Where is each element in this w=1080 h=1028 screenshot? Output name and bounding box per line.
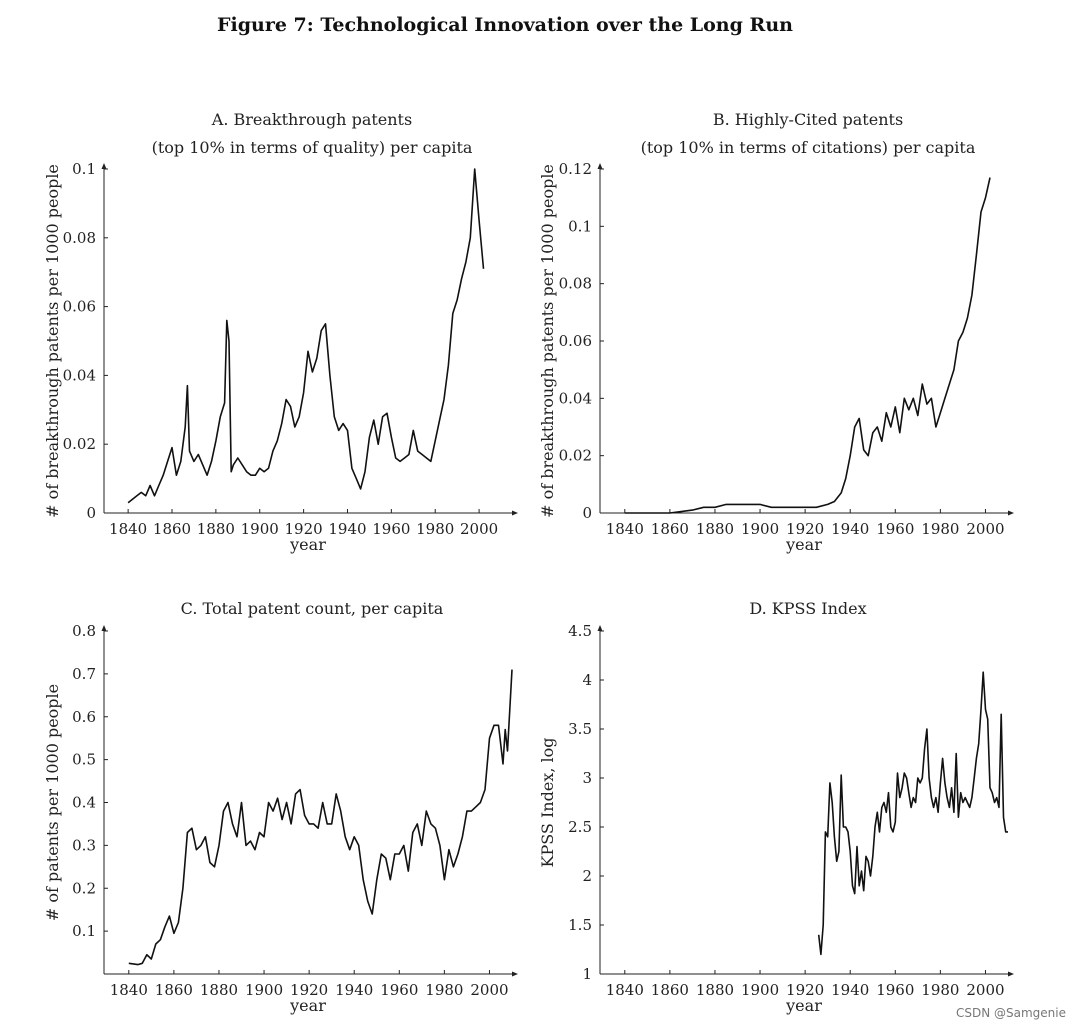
x-tick-label: 1840 [605,981,644,999]
y-tick-label: 0.5 [72,750,96,769]
chart-title: D. KPSS Index [749,599,867,618]
x-tick-label: 2000 [966,981,1005,999]
x-axis-title: year [290,535,326,554]
x-tick-label: 1860 [650,981,689,999]
y-tick-label: 3.5 [568,720,592,738]
y-tick-label: 0.04 [62,366,96,385]
y-tick-label: 0.02 [62,435,96,454]
x-tick-label: 1900 [240,520,279,538]
figure-title: Figure 7: Technological Innovation over the Long Run [217,14,793,36]
chart-title: A. Breakthrough patents [211,110,413,129]
x-tick-label: 1880 [199,981,239,999]
x-axis-title: year [786,996,822,1015]
x-tick-label: 1960 [876,520,915,538]
y-axis-title: # of patents per 1000 people [43,683,62,922]
x-tick-label: 1880 [695,981,735,999]
x-tick-label: 1940 [831,520,870,538]
y-tick-label: 4 [582,671,592,689]
x-tick-label: 2000 [966,520,1005,538]
y-axis-arrow [598,163,603,169]
x-tick-label: 1920 [786,981,825,999]
x-tick-label: 1960 [876,981,915,999]
series-line-1 [128,169,483,503]
y-tick-label: 1.5 [568,916,592,934]
y-tick-label: 0.4 [72,793,96,812]
y-tick-label: 0.08 [558,274,592,293]
x-axis-title: year [290,996,326,1015]
chart-title: C. Total patent count, per capita [180,599,444,618]
x-tick-label: 2000 [470,981,509,999]
series-line-1 [819,672,1008,954]
x-axis-arrow [1008,511,1014,516]
x-tick-label: 1980 [921,520,960,538]
x-axis-title: year [786,535,822,554]
chart-panel-1 [43,110,518,554]
chart-panel-2 [538,110,1014,554]
y-tick-label: 0.3 [72,836,96,855]
x-axis-arrow [512,511,518,516]
y-tick-label: 0.2 [72,879,96,898]
chart-panel-3 [43,599,518,1015]
y-axis-title: # of breakthrough patents per 1000 people [43,164,62,518]
y-tick-label: 0.7 [72,664,96,683]
x-tick-label: 1840 [109,981,148,999]
chart-panel-4 [538,599,1014,1015]
y-tick-label: 0.02 [558,446,592,465]
y-axis-arrow [102,625,107,631]
y-axis-arrow [102,163,107,169]
y-tick-label: 0.08 [62,228,96,247]
y-axis-arrow [598,625,603,631]
y-tick-label: 0.12 [558,160,592,178]
y-tick-label: 0 [582,504,592,522]
x-tick-label: 1940 [328,520,367,538]
y-tick-label: 0.06 [558,332,592,350]
x-tick-label: 1840 [605,520,644,538]
y-tick-label: 0 [86,504,96,522]
x-tick-label: 1840 [109,520,148,538]
series-line-1 [129,670,512,965]
chart-subtitle: (top 10% in terms of quality) per capita [151,138,473,157]
x-tick-label: 1900 [740,981,780,999]
x-tick-label: 2000 [460,520,499,538]
chart-subtitle: (top 10% in terms of citations) per capita [640,138,976,157]
x-tick-label: 1940 [831,981,870,999]
x-tick-label: 1920 [284,520,323,538]
x-tick-label: 1880 [196,520,235,538]
x-axis-arrow [1008,972,1014,977]
x-tick-label: 1860 [152,520,192,538]
series-line-1 [625,178,990,513]
x-tick-label: 1980 [921,981,960,999]
x-tick-label: 1960 [372,520,411,538]
y-tick-label: 0.1 [568,217,592,236]
chart-title: B. Highly-Cited patents [712,110,904,129]
x-tick-label: 1980 [416,520,455,538]
y-tick-label: 0.8 [72,622,96,640]
y-tick-label: 1 [582,965,592,983]
x-axis-arrow [512,972,518,977]
y-tick-label: 3 [582,769,592,787]
y-tick-label: 2 [582,867,592,885]
y-tick-label: 0.06 [62,297,96,316]
x-tick-label: 1900 [244,981,284,999]
y-tick-label: 0.6 [72,707,96,726]
x-tick-label: 1900 [740,520,780,538]
y-tick-label: 0.04 [558,389,592,408]
x-tick-label: 1980 [425,981,464,999]
x-tick-label: 1860 [650,520,689,538]
y-tick-label: 4.5 [568,622,592,640]
x-tick-label: 1880 [695,520,735,538]
x-tick-label: 1940 [335,981,374,999]
y-axis-title: # of breakthrough patents per 1000 people [538,164,557,518]
y-axis-title: KPSS Index, log [538,737,557,868]
x-tick-label: 1860 [154,981,193,999]
x-tick-label: 1920 [786,520,825,538]
watermark: CSDN @Samgenie [955,1006,1066,1020]
y-tick-label: 0.1 [72,160,96,178]
x-tick-label: 1920 [290,981,329,999]
x-tick-label: 1960 [380,981,419,999]
y-tick-label: 2.5 [568,818,592,836]
y-tick-label: 0.1 [72,922,96,941]
